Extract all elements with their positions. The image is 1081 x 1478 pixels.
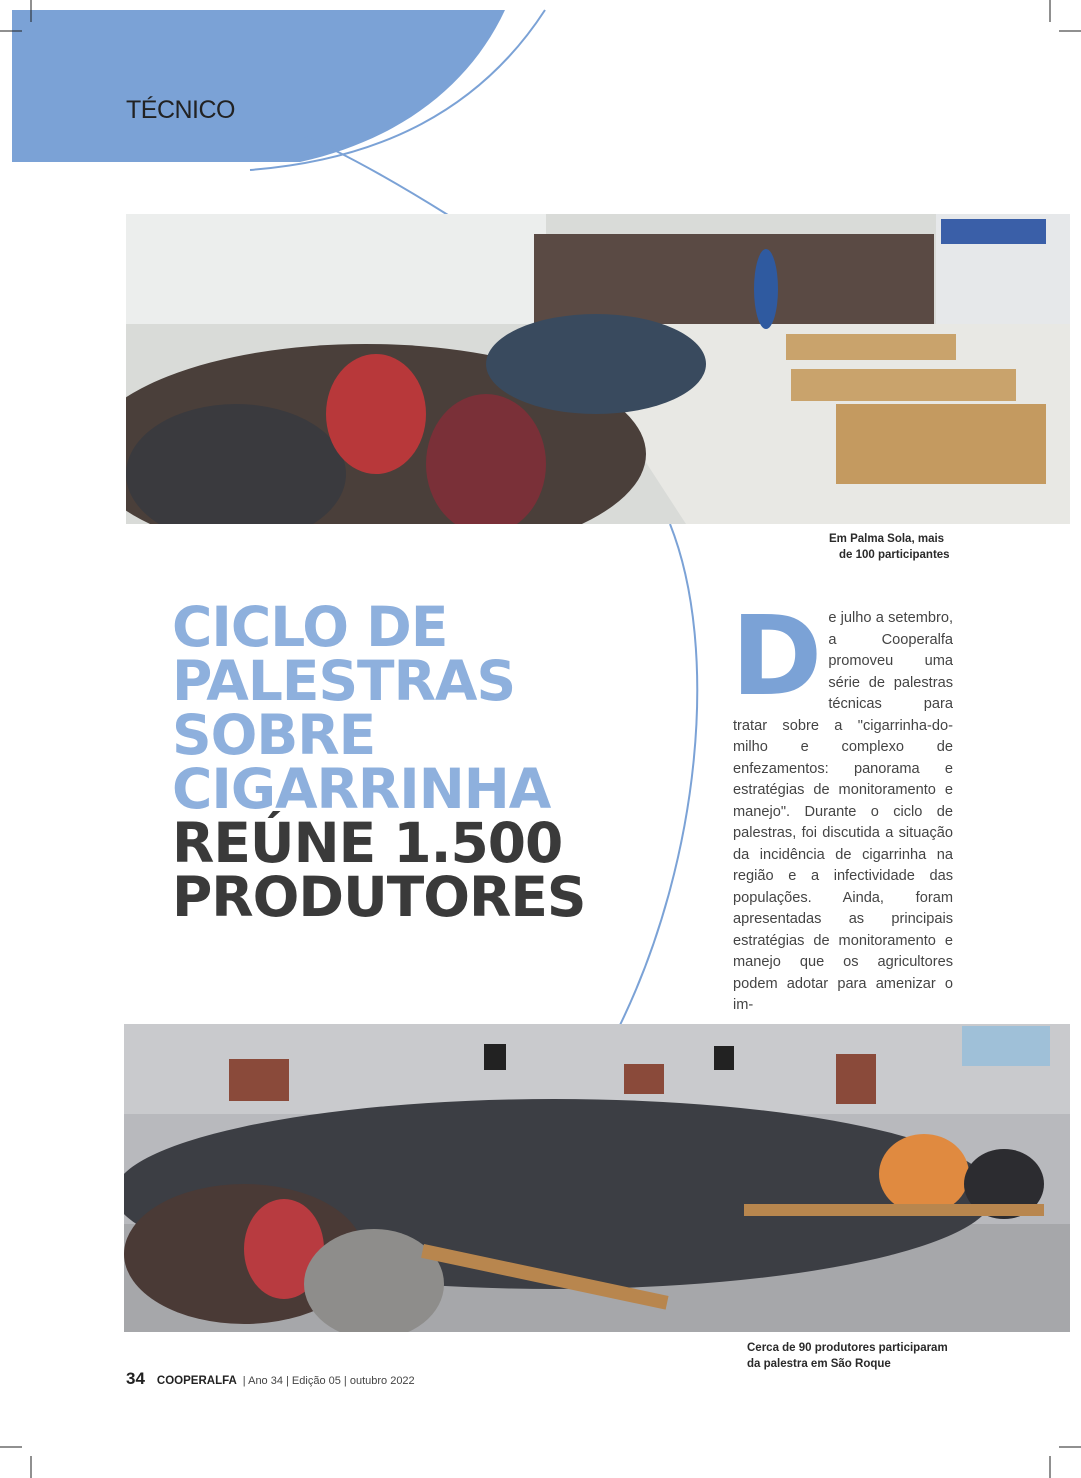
caption-bottom-line1: Cerca de 90 produtores participaram	[747, 1342, 948, 1354]
headline-line: PRODUTORES	[172, 865, 586, 929]
headline-line: REÚNE 1.500	[172, 811, 563, 875]
issue-info: | Ano 34 | Edição 05 | outubro 2022	[242, 1375, 415, 1387]
headline-line: CICLO DE	[172, 595, 448, 659]
article-text: e julho a setembro, a Cooperalfa promoveu uma série de palestras técnicas para tratar sobre a "cigarrinha-do-milho e complexo de enfezamentos: panorama e estratégias de monitoramento e manejo". Durante o ciclo de palestras, foi discutida a situação da incidência de cigarrinha na região e a infectividade das populações. Ainda, foram apresentadas as principais estratégias de monitoramento e manejo que os agricultores podem adotar para amenizar o im-	[733, 610, 953, 1013]
caption-bottom	[747, 1340, 948, 1372]
caption-top-line2: de 100 participantes	[839, 549, 950, 561]
headline-line: CIGARRINHA	[172, 757, 551, 821]
publication-name: COOPERALFA	[156, 1375, 237, 1387]
page-footer	[126, 1369, 415, 1389]
article-body	[731, 592, 953, 1017]
page-number: 34	[126, 1369, 145, 1388]
caption-top-line1: Em Palma Sola, mais	[829, 533, 945, 545]
article-headline	[172, 595, 632, 929]
photo-palma-sola	[126, 214, 1070, 524]
blue-circle-shape	[12, 10, 505, 162]
section-label: TÉCNICO	[126, 96, 235, 124]
caption-bottom-line2: da palestra em São Roque	[747, 1358, 891, 1370]
headline-line: PALESTRAS	[172, 649, 516, 713]
headline-line: SOBRE	[172, 703, 376, 767]
caption-top	[829, 531, 950, 563]
photo-sao-roque	[124, 1024, 1070, 1332]
drop-cap: D	[731, 592, 823, 720]
